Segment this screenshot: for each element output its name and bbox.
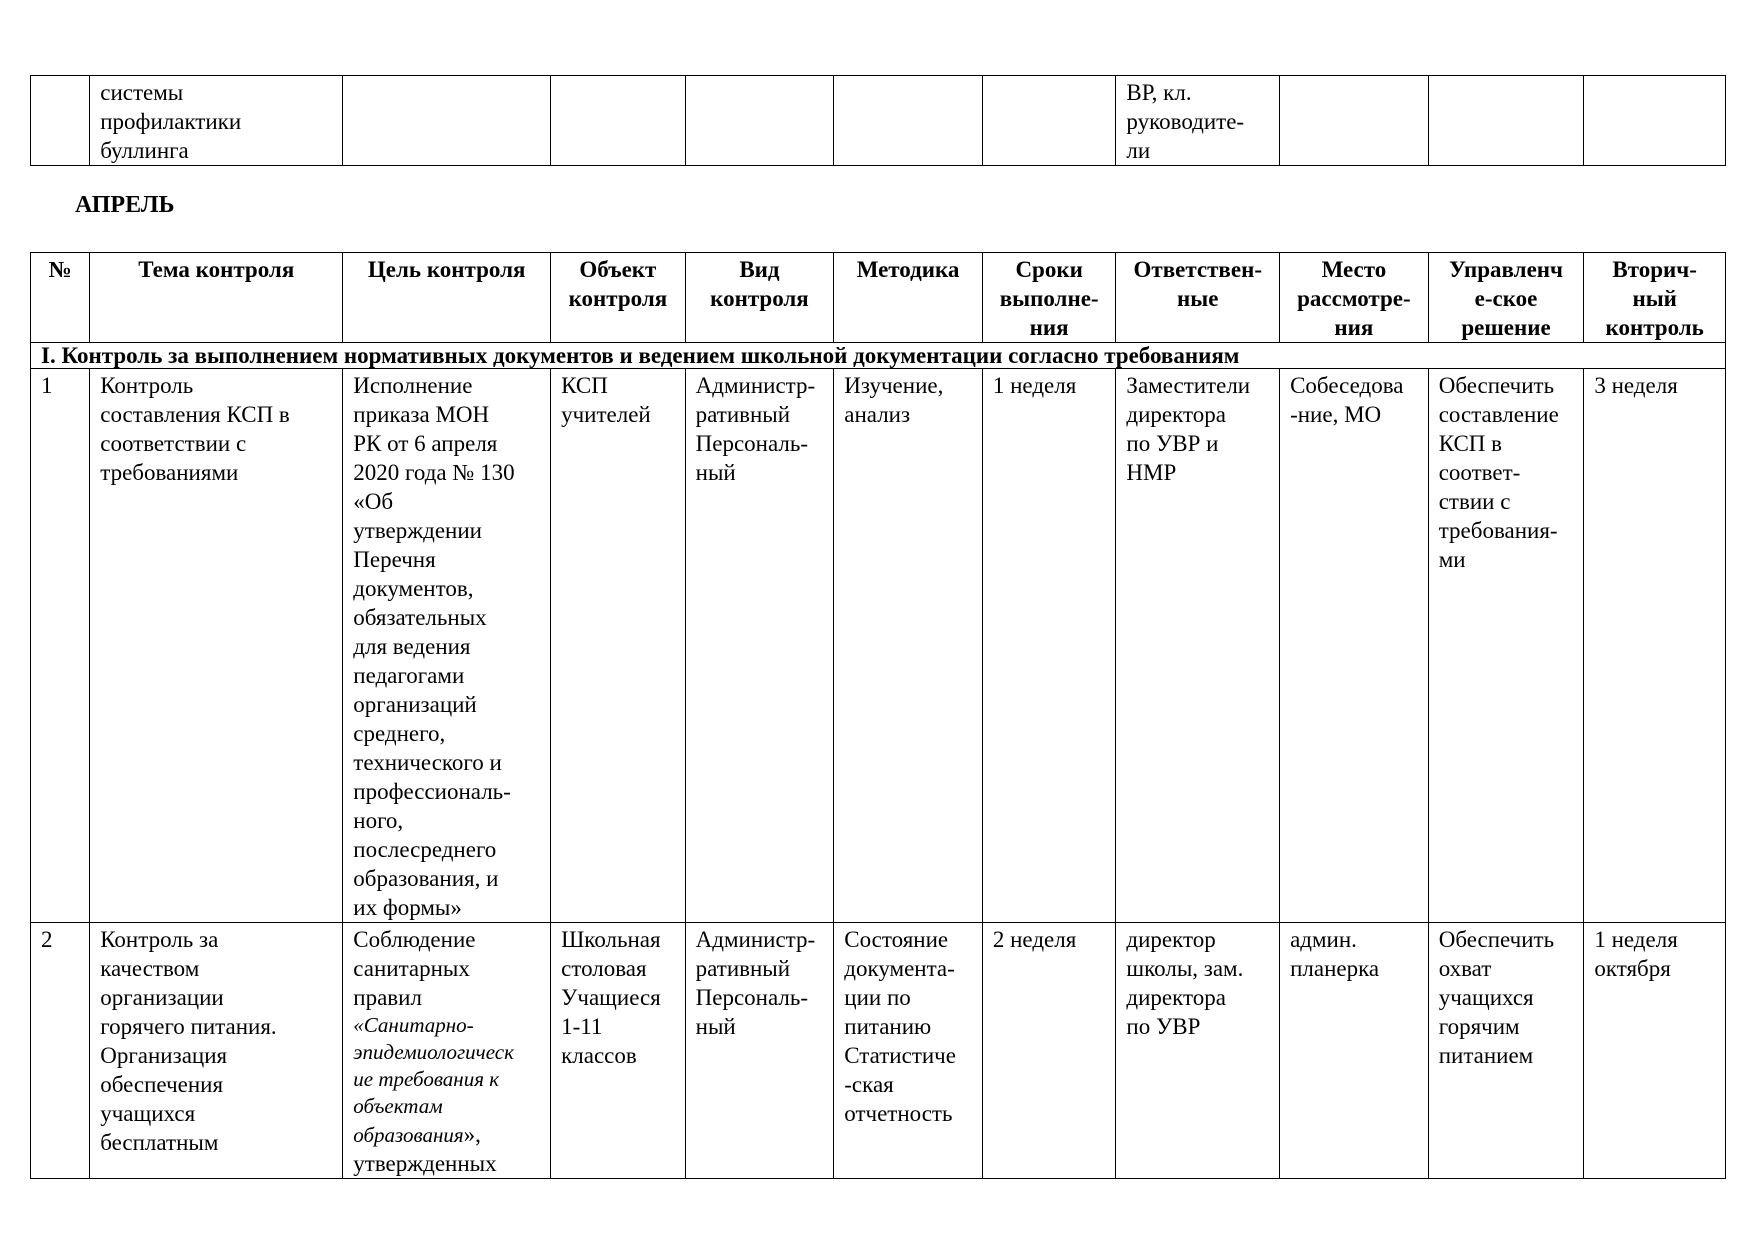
cell-decision: Обеспечить охват учащихся горячим питанием xyxy=(1428,923,1584,1179)
table-row xyxy=(31,76,1726,166)
cell-responsible: Заместители директора по УВР и НМР xyxy=(1116,369,1280,923)
month-heading: АПРЕЛЬ xyxy=(75,192,175,218)
header-row xyxy=(31,253,1726,343)
cell-num: 1 xyxy=(31,369,90,923)
cell-topic: Контроль составления КСП в соответствии с требованиями xyxy=(90,369,343,923)
header-num: № xyxy=(31,253,90,343)
cell-type xyxy=(685,76,834,166)
section-title: I. Контроль за выполнением нормативных документов и ведением школьной документации согласно требованиям xyxy=(31,343,1726,369)
table-row xyxy=(31,369,1726,923)
section-row xyxy=(31,343,1726,369)
cell-method: Состояние документа- ции по питанию Статистиче -ская отчетность xyxy=(834,923,983,1179)
cell-decision: Обеспечить составление КСП в соответ- ствии с требования- ми xyxy=(1428,369,1584,923)
cell-type: Администр- ративный Персональ- ный xyxy=(685,369,834,923)
cell-responsible: ВР, кл. руководите- ли xyxy=(1116,76,1280,166)
cell-place: админ. планерка xyxy=(1280,923,1429,1179)
cell-responsible: директор школы, зам. директора по УВР xyxy=(1116,923,1280,1179)
cell-num xyxy=(31,76,90,166)
cell-object xyxy=(551,76,686,166)
cell-decision xyxy=(1428,76,1584,166)
header-place: Место рассмотре- ния xyxy=(1280,253,1429,343)
cell-topic: системы профилактики буллинга xyxy=(90,76,343,166)
cell-num: 2 xyxy=(31,923,90,1179)
cell-goal: Соблюдение санитарных правил «Санитарно- эпидемиологическ ие требования к объектам образования», утвержденных xyxy=(343,923,551,1179)
control-plan-table xyxy=(30,252,1726,1179)
cell-deadline: 2 неделя xyxy=(982,923,1116,1179)
cell-secondary xyxy=(1584,76,1726,166)
cell-goal xyxy=(343,76,551,166)
cell-secondary: 3 неделя xyxy=(1584,369,1726,923)
cell-method: Изучение, анализ xyxy=(834,369,983,923)
continuation-table xyxy=(30,75,1726,166)
cell-method xyxy=(834,76,983,166)
header-responsible: Ответствен- ные xyxy=(1116,253,1280,343)
cell-topic: Контроль за качеством организации горячего питания. Организация обеспечения учащихся бесплатным xyxy=(90,923,343,1179)
cell-deadline xyxy=(982,76,1116,166)
cell-type: Администр- ративный Персональ- ный xyxy=(685,923,834,1179)
header-topic: Тема контроля xyxy=(90,253,343,343)
header-decision: Управленч е-ское решение xyxy=(1428,253,1584,343)
cell-deadline: 1 неделя xyxy=(982,369,1116,923)
header-goal: Цель контроля xyxy=(343,253,551,343)
header-object: Объект контроля xyxy=(551,253,686,343)
cell-object: КСП учителей xyxy=(551,369,686,923)
cell-goal: Исполнение приказа МОН РК от 6 апреля 2020 года № 130 «Об утверждении Перечня документов, обязательных для ведения педагогами организаций среднего, технического и профессиональ- ного, послесреднего образования, и их формы» xyxy=(343,369,551,923)
cell-place xyxy=(1280,76,1429,166)
cell-place: Собеседова -ние, МО xyxy=(1280,369,1429,923)
table-row xyxy=(31,923,1726,1179)
header-type: Вид контроля xyxy=(685,253,834,343)
header-method: Методика xyxy=(834,253,983,343)
header-deadline: Сроки выполне- ния xyxy=(982,253,1116,343)
cell-secondary: 1 неделя октября xyxy=(1584,923,1726,1179)
header-secondary: Вторич- ный контроль xyxy=(1584,253,1726,343)
cell-object: Школьная столовая Учащиеся 1-11 классов xyxy=(551,923,686,1179)
